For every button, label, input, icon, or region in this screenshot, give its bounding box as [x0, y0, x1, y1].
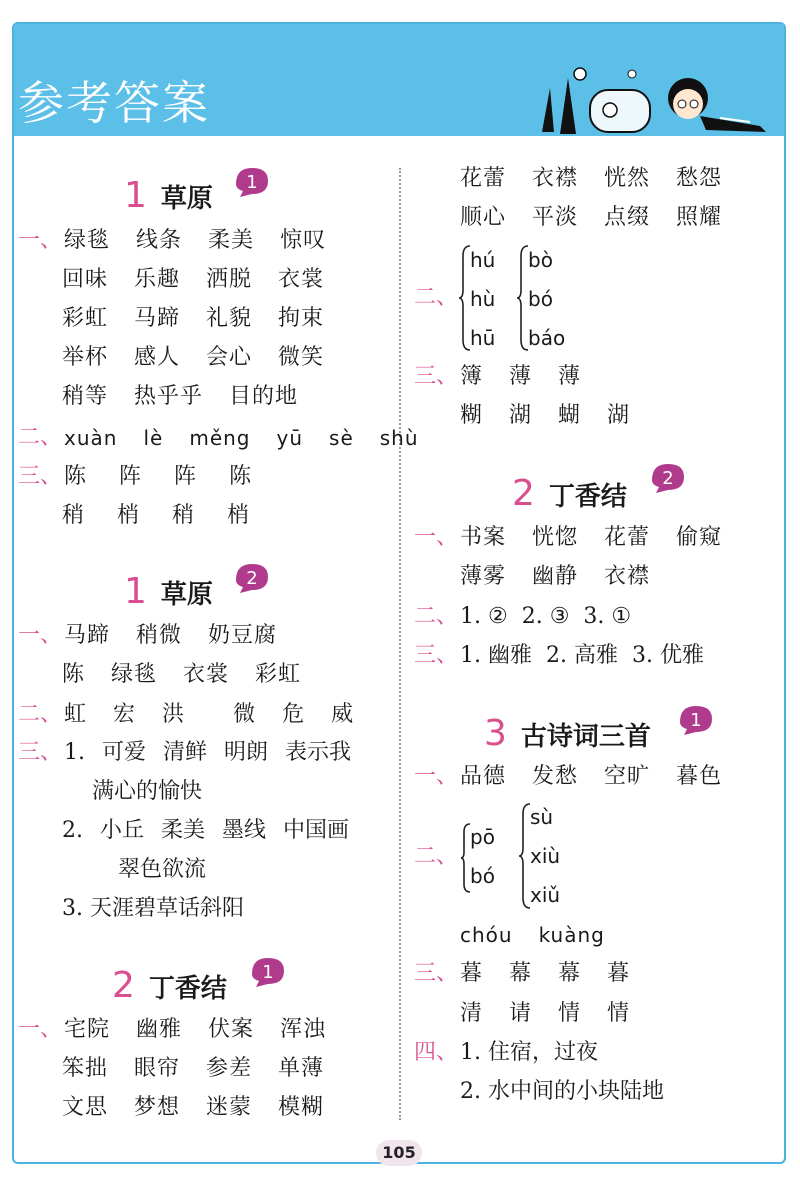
question-marker: 二、 [414, 604, 459, 629]
pinyin: sè [329, 426, 354, 450]
pinyin: xuàn [64, 426, 118, 450]
answer-line [18, 704, 354, 726]
answer-line [414, 606, 631, 628]
badge-number: 1 [262, 962, 274, 983]
section-heading [484, 713, 651, 754]
question-marker: 三、 [414, 961, 459, 986]
answer-word: 微 [233, 702, 257, 727]
answer-word: 线条 [136, 228, 183, 253]
answer-word: 笨拙 [62, 1056, 109, 1081]
answer-word: 书案 [460, 525, 507, 550]
answer-line [62, 308, 324, 330]
answer-word: 稍 [62, 503, 86, 528]
answer-word: 照耀 [676, 205, 723, 230]
answer-word: 宅院 [64, 1017, 111, 1042]
answer-word: 衣裳 [278, 267, 325, 292]
pinyin: báo [528, 326, 566, 350]
answer-word: 品德 [460, 764, 507, 789]
answer-word: 绿毯 [111, 662, 158, 687]
answer-line [62, 386, 298, 408]
answer-word: 参差 [206, 1056, 253, 1081]
answer-word: 单薄 [278, 1056, 325, 1081]
answer-word: 发愁 [532, 764, 579, 789]
answer-line [460, 1081, 664, 1103]
answer-word: 衣襟 [532, 166, 579, 191]
page-title: 参考答案 [18, 76, 210, 130]
question-marker: 一、 [18, 623, 63, 648]
pinyin: bó [528, 287, 553, 311]
badge-number: 1 [690, 710, 702, 731]
lesson-badge-icon [648, 460, 688, 494]
answer-line [62, 898, 244, 920]
answer-word: 平淡 [532, 205, 579, 230]
answer-word: 幽静 [532, 564, 579, 589]
question-marker: 一、 [18, 228, 63, 253]
answer-word: 宏 [113, 702, 137, 727]
question-marker: 二、 [18, 702, 63, 727]
lesson-badge-icon [232, 560, 272, 594]
section-title: 草原 [160, 580, 213, 610]
answer-line [62, 820, 349, 842]
answer-line [18, 466, 252, 488]
answer-line [62, 664, 301, 686]
answer-line [414, 366, 581, 388]
pinyin: pō [470, 825, 495, 849]
answer-word: 薄 [509, 364, 533, 389]
pinyin: sù [530, 805, 554, 829]
answer-word: 洪 [162, 702, 186, 727]
answer-word: 衣襟 [604, 564, 651, 589]
pinyin: xiǔ [530, 883, 561, 907]
pinyin: shù [379, 426, 419, 450]
answer-word: 感人 [134, 345, 181, 370]
answer-line [414, 645, 704, 667]
answer-word: 眼帘 [134, 1056, 181, 1081]
question-marker: 三、 [18, 464, 63, 489]
answer-word: 迷蒙 [206, 1095, 253, 1120]
answer-line [460, 1003, 630, 1025]
answer-word: 暮 [607, 961, 631, 986]
answer-word: 幕 [509, 961, 533, 986]
answer-line [18, 230, 326, 252]
pinyin: kuàng [538, 923, 605, 947]
answer-word: 恍惚 [532, 525, 579, 550]
pinyin: yū [276, 426, 304, 450]
answer-word: 浑浊 [280, 1017, 327, 1042]
answer-line [62, 347, 324, 369]
answer-line [414, 527, 722, 549]
pinyin: bò [528, 248, 553, 272]
answer-line [62, 269, 324, 291]
answer-word: 举杯 [62, 345, 109, 370]
section-heading [112, 965, 227, 1006]
answer-word: 暮色 [676, 764, 723, 789]
answer-word: 花蕾 [460, 166, 507, 191]
lesson-badge-icon [232, 164, 272, 198]
answer-word: 礼貌 [206, 306, 253, 331]
question-marker: 一、 [18, 1017, 63, 1042]
answer-word: 暮 [460, 961, 484, 986]
answer-word: 稍 [172, 503, 196, 528]
answer-text: 2. 水中间的小块陆地 [460, 1079, 664, 1104]
answer-word: 稍等 [62, 384, 109, 409]
answer-word: 会心 [206, 345, 253, 370]
answer-word: 陈 [62, 662, 86, 687]
answer-text: 3. 天涯碧草话斜阳 [62, 896, 244, 921]
answer-word: 绿毯 [64, 228, 111, 253]
answer-line [18, 742, 351, 764]
answer-word: 情 [558, 1001, 582, 1026]
answer-word: 阵 [119, 464, 143, 489]
answer-word: 微笑 [278, 345, 325, 370]
answer-word: 幽雅 [136, 1017, 183, 1042]
section-number: 2 [512, 473, 535, 514]
answer-line [62, 1058, 324, 1080]
pinyin: lè [143, 426, 164, 450]
answer-line [62, 505, 250, 527]
answer-line [414, 963, 630, 985]
answer-text: 1. 住宿，过夜 [460, 1040, 598, 1065]
answer-word: 恍然 [604, 166, 651, 191]
answer-word: 陈 [229, 464, 253, 489]
answer-word: 乐趣 [134, 267, 181, 292]
answer-word: 簿 [460, 364, 484, 389]
answer-word: 蝴 [558, 403, 582, 428]
answer-word: 薄雾 [460, 564, 507, 589]
answer-text: 满心的愉快 [92, 779, 203, 804]
section-heading [512, 473, 627, 514]
answer-word: 彩虹 [62, 306, 109, 331]
answer-text: 翠色欲流 [118, 857, 207, 882]
answer-word: 伏案 [208, 1017, 255, 1042]
pinyin: hū [470, 326, 496, 350]
lesson-badge-icon [248, 954, 288, 988]
section-title: 丁香结 [548, 482, 627, 512]
answer-word: 空旷 [604, 764, 651, 789]
answer-word: 顺心 [460, 205, 507, 230]
section-number: 2 [112, 965, 135, 1006]
page-number: 105 [376, 1140, 422, 1166]
answer-word: 薄 [558, 364, 582, 389]
section-heading [124, 571, 213, 612]
answer-word: 模糊 [278, 1095, 325, 1120]
answer-word: 陈 [64, 464, 88, 489]
section-title: 丁香结 [148, 974, 227, 1004]
answer-word: 清 [460, 1001, 484, 1026]
answer-line [18, 1019, 326, 1041]
answer-text: 2. 小丘 柔美 墨线 中国画 [62, 818, 349, 843]
answer-word: 梢 [227, 503, 251, 528]
answer-word: 危 [282, 702, 306, 727]
answer-word: 梢 [117, 503, 141, 528]
answer-word: 梦想 [134, 1095, 181, 1120]
answer-word: 洒脱 [206, 267, 253, 292]
question-marker: 三、 [18, 740, 63, 765]
answer-line [460, 925, 605, 945]
badge-number: 2 [662, 468, 674, 489]
answer-word: 文思 [62, 1095, 109, 1120]
pinyin: hú [470, 248, 496, 272]
column-divider [399, 168, 401, 1120]
answer-word: 糊 [460, 403, 484, 428]
answer-line [118, 859, 206, 881]
answer-word: 情 [607, 1001, 631, 1026]
answer-word: 湖 [607, 403, 631, 428]
section-number: 1 [124, 175, 147, 216]
answer-word: 幕 [558, 961, 582, 986]
answer-word: 惊叹 [280, 228, 327, 253]
answer-word: 彩虹 [255, 662, 302, 687]
pinyin: hù [470, 287, 496, 311]
question-marker: 一、 [414, 525, 459, 550]
answer-word: 马蹄 [64, 623, 111, 648]
section-heading [124, 175, 213, 216]
answer-word: 偷窥 [676, 525, 723, 550]
answer-word: 回味 [62, 267, 109, 292]
answer-word: 马蹄 [134, 306, 181, 331]
question-marker: 三、 [414, 643, 459, 668]
answer-line [18, 427, 419, 449]
answer-line [414, 846, 460, 868]
pinyin: xiù [530, 844, 561, 868]
answer-word: 阵 [174, 464, 198, 489]
answer-line [460, 405, 630, 427]
answer-line [62, 1097, 324, 1119]
pinyin: měng [189, 426, 251, 450]
answer-line [414, 766, 722, 788]
answer-word: 点缀 [604, 205, 651, 230]
answer-word: 拘束 [278, 306, 325, 331]
answer-word: 虹 [64, 702, 88, 727]
section-title: 古诗词三首 [520, 722, 651, 752]
answer-word: 稍微 [136, 623, 183, 648]
answer-line [414, 287, 460, 309]
answer-word: 湖 [509, 403, 533, 428]
pinyin: bó [470, 864, 495, 888]
pinyin: chóu [460, 923, 513, 947]
answer-word: 目的地 [229, 384, 299, 409]
answer-line [18, 625, 277, 647]
answer-word: 愁怨 [676, 166, 723, 191]
answer-line [92, 781, 202, 803]
answer-line [460, 207, 722, 229]
lesson-badge-icon [676, 702, 716, 736]
answer-line [460, 168, 722, 190]
badge-number: 1 [246, 172, 258, 193]
answer-word: 柔美 [208, 228, 255, 253]
answer-word: 请 [509, 1001, 533, 1026]
section-number: 3 [484, 713, 507, 754]
question-marker: 三、 [414, 364, 459, 389]
answer-word: 奶豆腐 [208, 623, 278, 648]
answer-text: 1. ② 2. ③ 3. ① [460, 604, 632, 629]
badge-number: 2 [246, 568, 258, 589]
answer-line [414, 1042, 598, 1064]
answer-text: 1. 幽雅 2. 高雅 3. 优雅 [460, 643, 704, 668]
cartoon-illustration [520, 60, 785, 140]
question-marker: 四、 [414, 1040, 459, 1065]
question-marker: 一、 [414, 764, 459, 789]
answer-word: 花蕾 [604, 525, 651, 550]
answer-word: 衣裳 [183, 662, 230, 687]
question-marker: 二、 [18, 425, 63, 450]
section-title: 草原 [160, 184, 213, 214]
answer-line [460, 566, 650, 588]
question-marker: 二、 [414, 285, 459, 310]
answer-word: 热乎乎 [134, 384, 204, 409]
answer-word: 威 [331, 702, 355, 727]
question-marker: 二、 [414, 844, 459, 869]
section-number: 1 [124, 571, 147, 612]
answer-text: 1. 可爱 清鲜 明朗 表示我 [64, 740, 351, 765]
